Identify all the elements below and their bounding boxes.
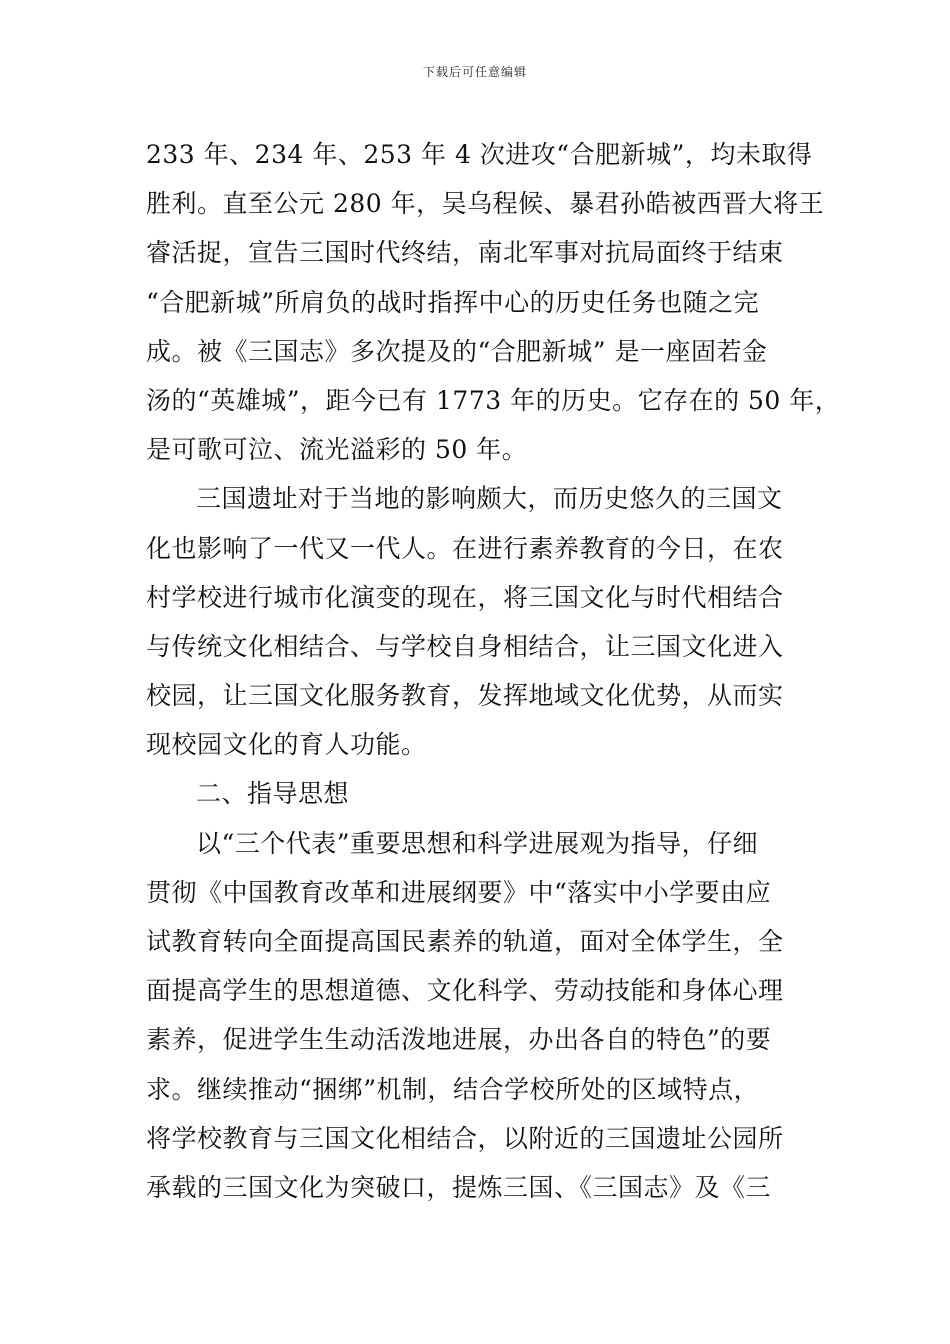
text-line: 汤的“英雄城”，距今已有 1773 年的历史。它存在的 50 年， [146,385,841,415]
text-line: 成。被《三国志》多次提及的“合肥新城” 是一座固若金 [146,336,768,366]
text-line: 求。继续推动“捆绑”机制，结合学校所处的区域特点， [146,1074,760,1104]
page-header: 下载后可任意编辑 [422,65,527,79]
paragraph-start-line: 三国遗址对于当地的影响颇大，而历史悠久的三国文 [196,484,783,514]
text-line: 试教育转向全面提高国民素养的轨道，面对全体学生，全 [146,927,784,956]
text-line: 化也影响了一代又一代人。在进行素养教育的今日，在农 [146,533,784,563]
text-line: 承载的三国文化为突破口，提炼三国、《三国志》及《三 [146,1172,772,1202]
text-line: 睿活捉，宣告三国时代终结，南北军事对抗局面终于结束 [146,238,784,268]
text-line: 胜利。直至公元 280 年，吴乌程候、暴君孙皓被西晋大将王 [146,189,825,219]
text-line: “合肥新城”所肩负的战时指挥中心的历史任务也随之完 [146,287,760,317]
text-line: 素养，促进学生生动活泼地进展，办出各自的特色”的要 [146,1025,772,1055]
paragraph-start-line: 以“三个代表”重要思想和科学进展观为指导，仔细 [196,828,759,858]
text-line: 面提高学生的思想道德、文化科学、劳动技能和身体心理 [146,976,784,1006]
text-line: 233 年、234 年、253 年 4 次进攻“合肥新城”，均未取得 [146,140,813,169]
text-line: 村学校进行城市化演变的现在，将三国文化与时代相结合 [146,582,784,612]
text-line: 贯彻《中国教育改革和进展纲要》中“落实中小学要由应 [146,877,772,907]
text-line: 将学校教育与三国文化相结合，以附近的三国遗址公园所 [146,1123,784,1153]
text-line: 现校园文化的育人功能。 [146,730,427,760]
text-line: 校园，让三国文化服务教育，发挥地域文化优势，从而实 [146,681,784,711]
document-body [146,130,841,1212]
text-line: 与传统文化相结合、与学校自身相结合，让三国文化进入 [146,631,784,661]
paragraph-start-line: 二、指导思想 [196,779,350,809]
text-line: 是可歌可泣、流光溢彩的 50 年。 [146,435,528,465]
